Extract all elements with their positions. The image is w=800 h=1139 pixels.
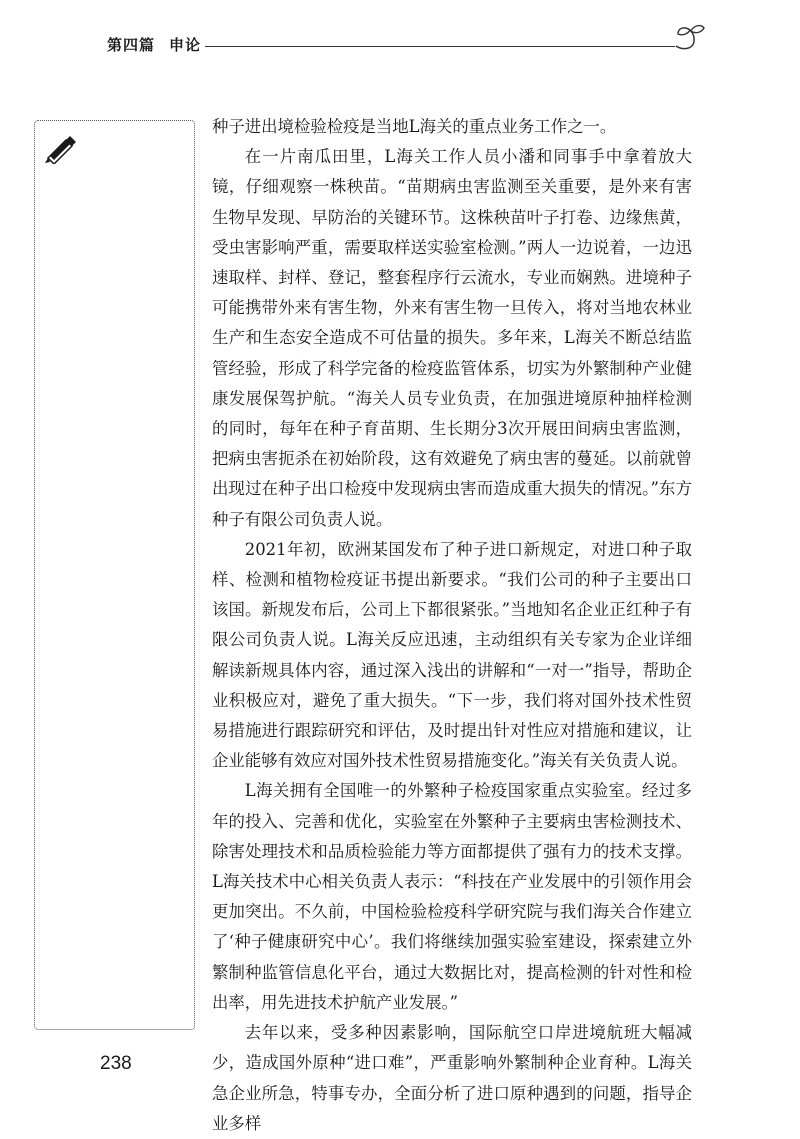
pen-icon bbox=[44, 132, 80, 164]
section-title bbox=[107, 34, 201, 55]
section-label: 第四篇 bbox=[107, 36, 156, 54]
body-text bbox=[212, 112, 692, 1139]
paragraph: 去年以来，受多种因素影响，国际航空口岸进境航班大幅减少，造成国外原种“进口难”，严重影响外繁制种企业育种。L海关急企业所急，特事专办，全面分析了进口原种遇到的问题，指导企业多样 bbox=[212, 1023, 692, 1133]
margin-note-box bbox=[34, 120, 195, 1030]
page-header bbox=[0, 0, 800, 80]
header-rule bbox=[205, 46, 675, 47]
paragraph: 在一片南瓜田里，L海关工作人员小潘和同事手中拿着放大镜，仔细观察一株秧苗。“苗期病虫害监测至关重要，是外来有害生物早发现、早防治的关键环节。这株秧苗叶子打卷、边缘焦黄，受虫害影响严重，需要取样送实验室检测。”两人一边说着，一边迅速取样、封样、登记，整套程序行云流水，专业而娴熟。进境种子可能携带外来有害生物，外来有害生物一旦传入，将对当地农林业生产和生态安全造成不可估量的损失。多年来，L海关不断总结监管经验，形成了科学完备的检疫监管体系，切实为外繁制种产业健康发展保驾护航。“海关人员专业负责，在加强进境原种抽样检测的同时，每年在种子育苗期、生长期分3次开展田间病虫害监测，把病虫害扼杀在初始阶段，这有效避免了病虫害的蔓延。以前就曾出现过在种子出口检疫中发现病虫害而造成重大损失的情况。”东方种子有限公司负责人说。 bbox=[212, 147, 692, 529]
paragraph: 种子进出境检验检疫是当地L海关的重点业务工作之一。 bbox=[212, 117, 617, 136]
paragraph: 2021年初，欧洲某国发布了种子进口新规定，对进口种子取样、检测和植物检疫证书提出新要求。“我们公司的种子主要出口该国。新规发布后，公司上下都很紧张。”当地知名企业正红种子有限公司负责人说。L海关反应迅速，主动组织有关专家为企业详细解读新规具体内容，通过深入浅出的讲解和“一对一”指导，帮助企业积极应对，避免了重大损失。“下一步，我们将对国外技术性贸易措施进行跟踪研究和评估，及时提出针对性应对措施和建议，让企业能够有效应对国外技术性贸易措施变化。”海关有关负责人说。 bbox=[212, 539, 692, 771]
page-number: 238 bbox=[100, 1053, 132, 1074]
sprout-icon bbox=[668, 22, 708, 56]
subject-label: 申论 bbox=[169, 36, 202, 54]
paragraph: L海关拥有全国唯一的外繁种子检疫国家重点实验室。经过多年的投入、完善和优化，实验室在外繁种子主要病虫害检测技术、除害处理技术和品质检验能力等方面都提供了强有力的技术支撑。L海关技术中心相关负责人表示：“科技在产业发展中的引领作用会更加突出。不久前，中国检验检疫科学研究院与我们海关合作建立了‘种子健康研究中心’。我们将继续加强实验室建设，探索建立外繁制种监管信息化平台，通过大数据比对，提高检测的针对性和检出率，用先进技术护航产业发展。” bbox=[212, 781, 692, 1012]
